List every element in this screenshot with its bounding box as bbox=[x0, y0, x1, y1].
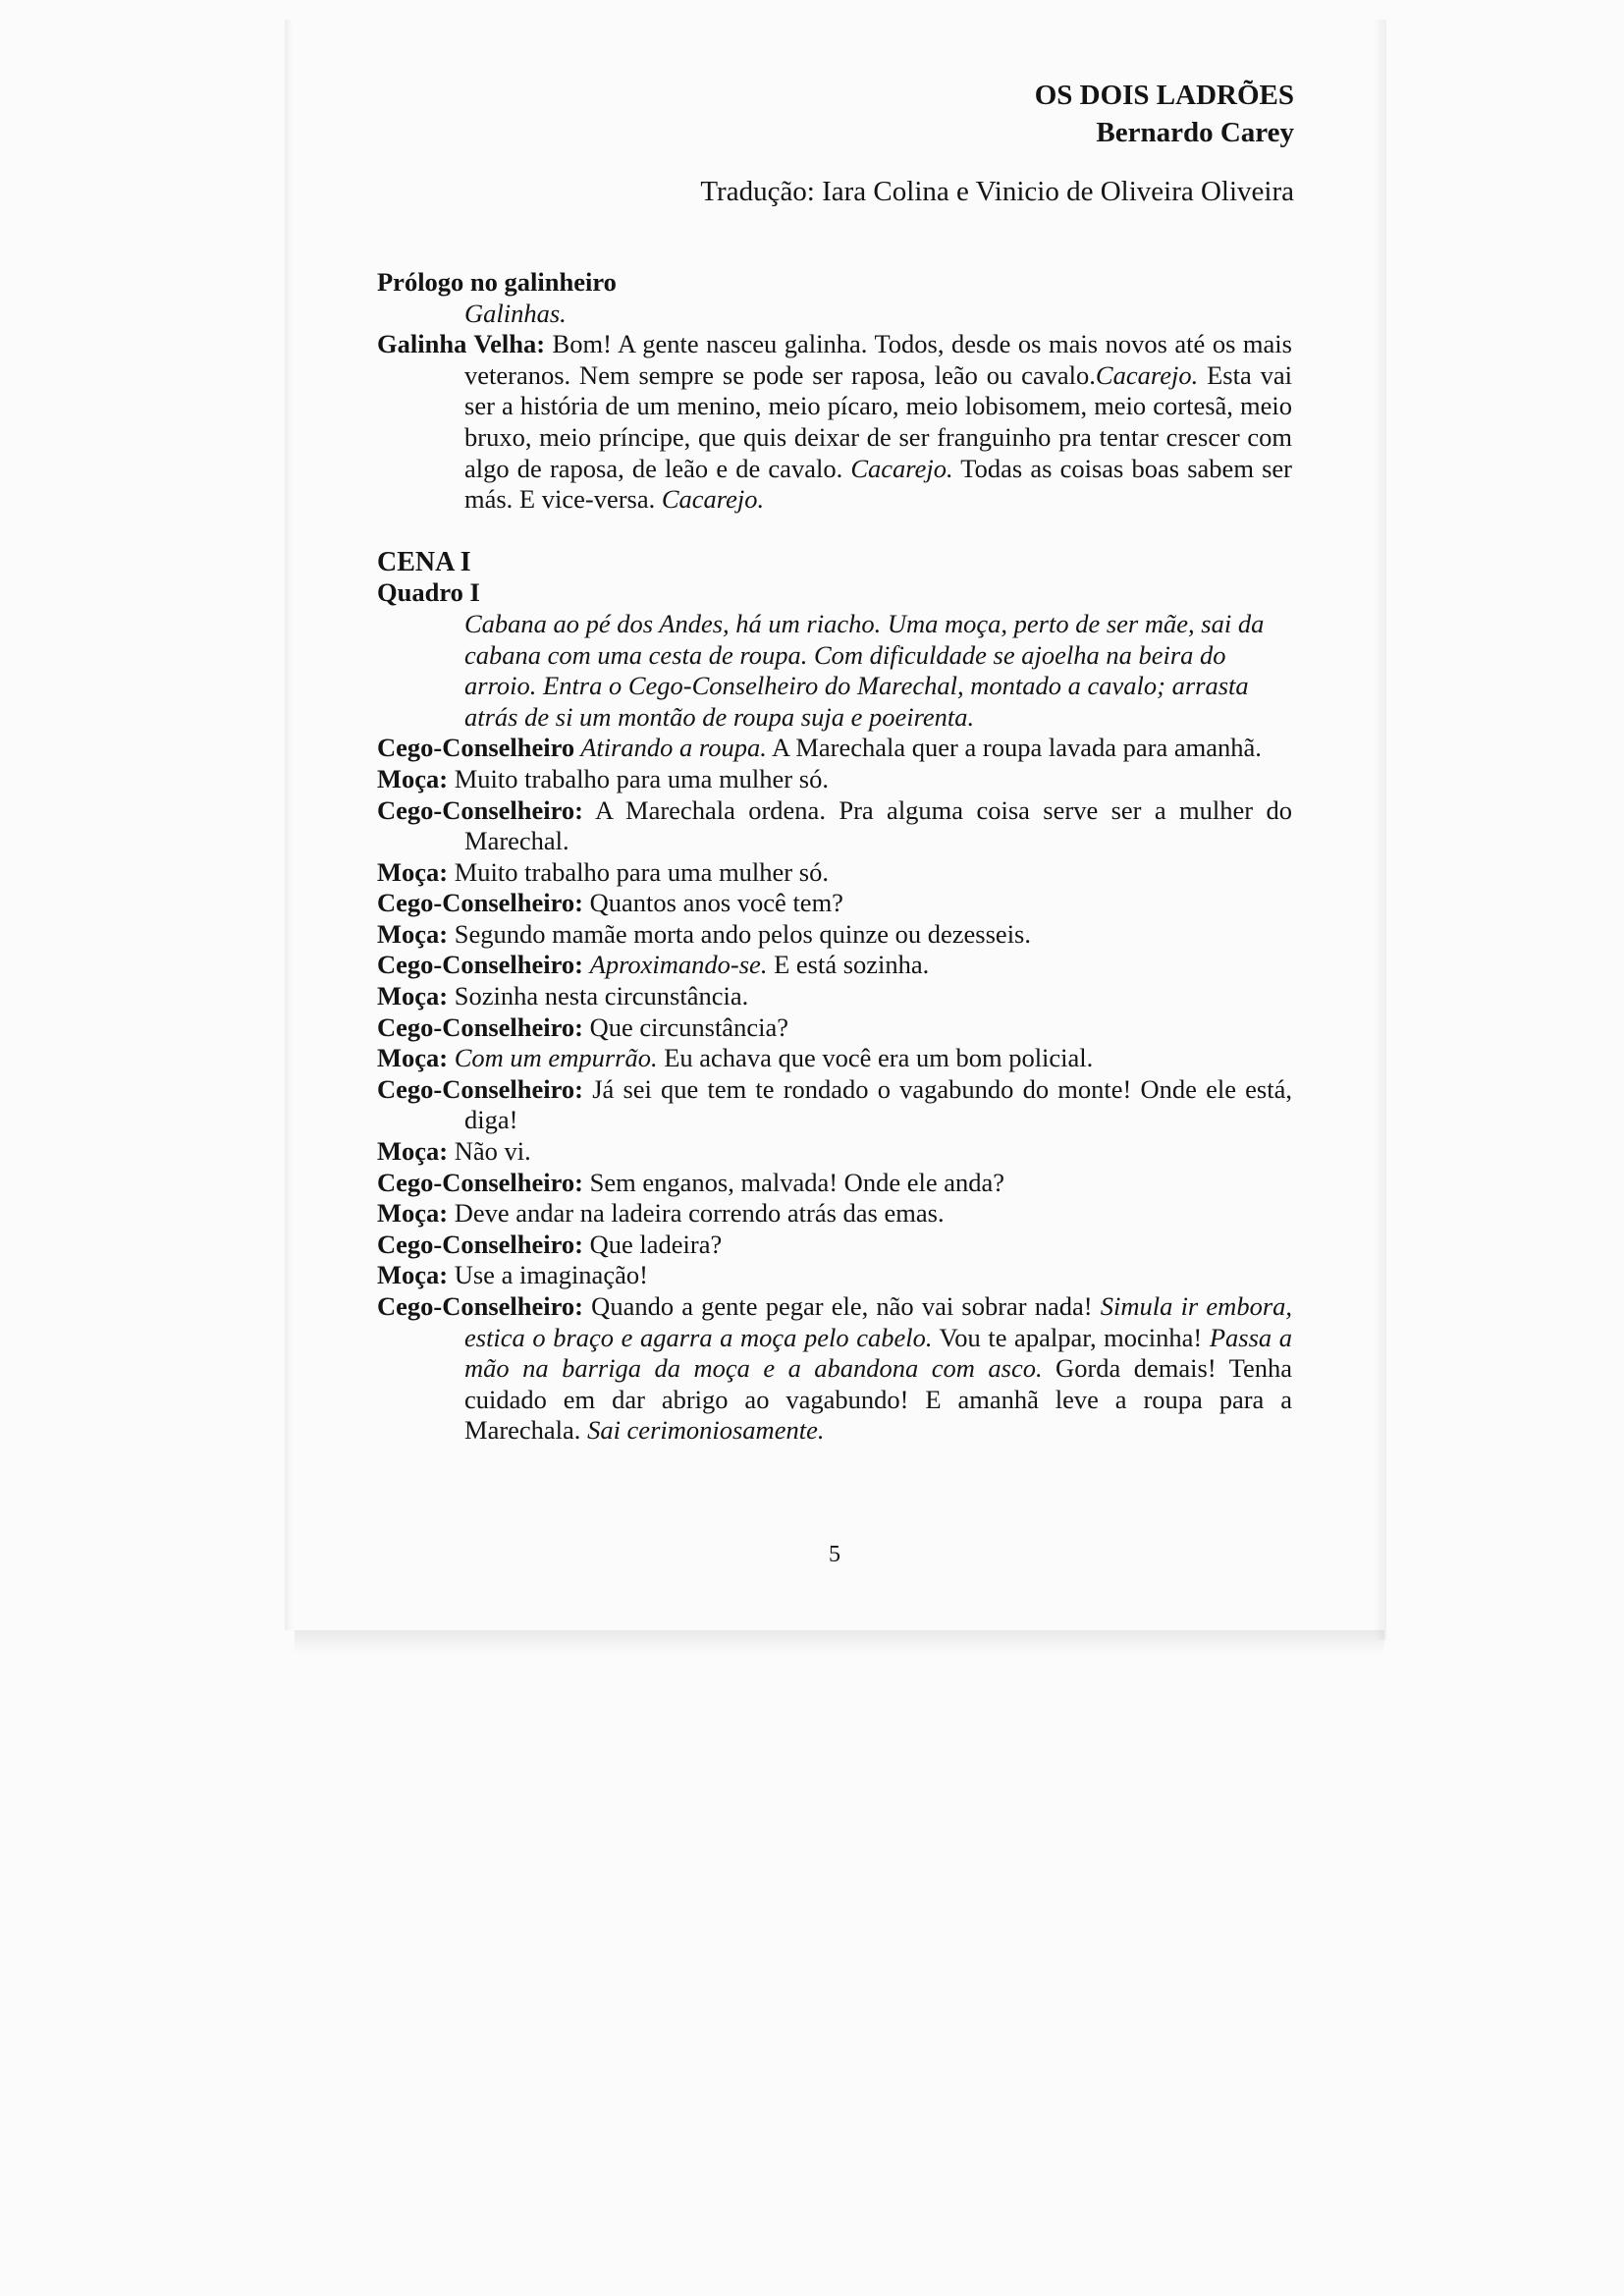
dialogue-line bbox=[377, 919, 1292, 951]
speaker-name: Moça: bbox=[377, 856, 449, 887]
dialogue-line bbox=[377, 857, 1292, 889]
speech-text: Eu achava que você era um bom policial. bbox=[657, 1043, 1094, 1073]
dialogue-line bbox=[377, 1291, 1292, 1447]
speaker-name: Moça: bbox=[377, 1198, 449, 1229]
speaker-name: Cego-Conselheiro: bbox=[377, 888, 584, 918]
speaker-name: Moça: bbox=[377, 918, 449, 949]
scene-heading: CENA I bbox=[377, 546, 471, 577]
speech-text: Não vi. bbox=[448, 1136, 531, 1167]
dialogue-line bbox=[377, 1230, 1292, 1261]
dialogue-line bbox=[377, 1074, 1292, 1136]
speaker-name: Galinha Velha: bbox=[377, 329, 546, 359]
speech-text bbox=[583, 950, 590, 979]
dialogue-line bbox=[377, 1136, 1292, 1168]
play-title: OS DOIS LADRÕES bbox=[1034, 80, 1294, 111]
scene-direction: Cabana ao pé dos Andes, há um riacho. Uma moça, perto de ser mãe, sai da cabana com uma cesta de roupa. Com dificuldade se ajoelha na beira do arroio. Entra o Cego-Conselheiro do Marechal, montado a cavalo; arrasta atrás de si um montão de roupa suja e poeirenta. bbox=[464, 608, 1265, 732]
speech-text: A Marechala ordena. Pra alguma coisa serve ser a mulher do Marechal. bbox=[464, 794, 1292, 856]
speech-text: Bom! A gente nasceu galinha. Todos, desde os mais novos até os mais veteranos. Nem sempre se pode ser raposa, leão ou cavalo. bbox=[464, 329, 1292, 390]
speaker-name: Cego-Conselheiro: bbox=[377, 1229, 584, 1259]
speech-text: Sem enganos, malvada! Onde ele anda? bbox=[583, 1167, 1004, 1197]
scene-subheading: Quadro I bbox=[377, 577, 480, 608]
prologue-direction: Galinhas. bbox=[464, 298, 567, 328]
page-number: 5 bbox=[829, 1542, 840, 1567]
stage-direction: Aproximando-se. bbox=[589, 950, 768, 980]
dialogue-line bbox=[377, 1012, 1292, 1044]
speech-text: Use a imaginação! bbox=[448, 1260, 648, 1290]
dialogue-line bbox=[377, 1043, 1292, 1074]
speaker-name: Cego-Conselheiro: bbox=[377, 1011, 584, 1042]
speech-text: Esta vai ser a história de um menino, meio pícaro, meio lobisomem, meio cortesã, meio bruxo, meio príncipe, que quis deixar de ser franguinho pra tentar crescer com algo de raposa, de leão e de cavalo. bbox=[464, 359, 1292, 483]
speaker-name: Moça: bbox=[377, 1043, 449, 1073]
dialogue-line bbox=[377, 795, 1292, 857]
stage-direction: Sai cerimoniosamente. bbox=[587, 1415, 825, 1446]
speech-text: Muito trabalho para uma mulher só. bbox=[448, 763, 829, 793]
stage-direction: Cacarejo. bbox=[1095, 359, 1199, 390]
scan-shadow-bottom bbox=[295, 1630, 1384, 1654]
play-text bbox=[377, 267, 1292, 1447]
speech-text: Que circunstância? bbox=[583, 1011, 788, 1042]
speaker-name: Cego-Conselheiro: bbox=[377, 794, 584, 825]
dialogue-line bbox=[377, 888, 1292, 919]
speaker-name: Moça: bbox=[377, 1136, 449, 1167]
dialogue-line bbox=[377, 1198, 1292, 1230]
author-name: Bernardo Carey bbox=[1096, 117, 1294, 148]
translation-credit: Tradução: Iara Colina e Vinicio de Oliveira Oliveira bbox=[700, 176, 1294, 207]
dialogue-line bbox=[377, 1168, 1292, 1199]
speaker-name: Moça: bbox=[377, 981, 449, 1011]
dialogue-line bbox=[377, 764, 1292, 795]
speech-text: Quantos anos você tem? bbox=[583, 888, 843, 918]
speaker-name: Moça: bbox=[377, 763, 449, 793]
stage-direction: Simula ir embora, estica o braço e agarra a moça pelo cabelo. bbox=[464, 1291, 1293, 1352]
speech-text: Deve andar na ladeira correndo atrás das emas. bbox=[448, 1198, 945, 1229]
speech-text: Muito trabalho para uma mulher só. bbox=[448, 856, 829, 887]
speech-text: Já sei que tem te rondado o vagabundo do monte! Onde ele está, diga! bbox=[464, 1073, 1292, 1135]
dialogue-line bbox=[377, 733, 1292, 764]
speaker-name: Cego-Conselheiro: bbox=[377, 950, 584, 980]
speech-text: A Marechala quer a roupa lavada para amanhã. bbox=[766, 733, 1262, 763]
speech-text: Gorda demais! Tenha cuidado em dar abrigo ao vagabundo! E amanhã leve a roupa para a Marechala. bbox=[464, 1353, 1292, 1446]
speech-text: Sozinha nesta circunstância. bbox=[448, 981, 749, 1011]
speech-text: Todas as coisas boas sabem ser más. E vice-versa. bbox=[464, 453, 1292, 515]
speech-text: Vou te apalpar, mocinha! bbox=[932, 1322, 1210, 1352]
stage-direction: Cacarejo. bbox=[661, 484, 765, 515]
prologue-speech bbox=[377, 329, 1292, 516]
stage-direction: Passa a mão na barriga da moça e a abandona com asco. bbox=[464, 1322, 1292, 1384]
speaker-name: Cego-Conselheiro bbox=[377, 733, 575, 763]
document-header bbox=[589, 77, 1294, 210]
stage-direction: Com um empurrão. bbox=[454, 1043, 658, 1073]
speech-text: E está sozinha. bbox=[767, 950, 930, 980]
speech-text: Quando a gente pegar ele, não vai sobrar nada! bbox=[583, 1291, 1101, 1321]
speaker-name: Cego-Conselheiro: bbox=[377, 1167, 584, 1197]
speech-text: Que ladeira? bbox=[583, 1229, 723, 1259]
speaker-name: Cego-Conselheiro: bbox=[377, 1291, 584, 1321]
dialogue-line bbox=[377, 981, 1292, 1012]
stage-direction: Atirando a roupa. bbox=[580, 733, 767, 763]
speech-text: Segundo mamãe morta ando pelos quinze ou dezesseis. bbox=[448, 918, 1031, 949]
speech-text bbox=[448, 1043, 455, 1072]
prologue-heading: Prólogo no galinheiro bbox=[377, 267, 617, 297]
spacer bbox=[377, 516, 1292, 547]
speaker-name: Moça: bbox=[377, 1260, 449, 1290]
stage-direction: Cacarejo. bbox=[850, 453, 953, 483]
speaker-name: Cego-Conselheiro: bbox=[377, 1073, 584, 1104]
dialogue-line bbox=[377, 950, 1292, 981]
scan-shadow-left bbox=[285, 20, 293, 1630]
scan-shadow-right bbox=[1373, 20, 1386, 1640]
dialogue-list bbox=[377, 733, 1292, 1447]
dialogue-line bbox=[377, 1260, 1292, 1291]
